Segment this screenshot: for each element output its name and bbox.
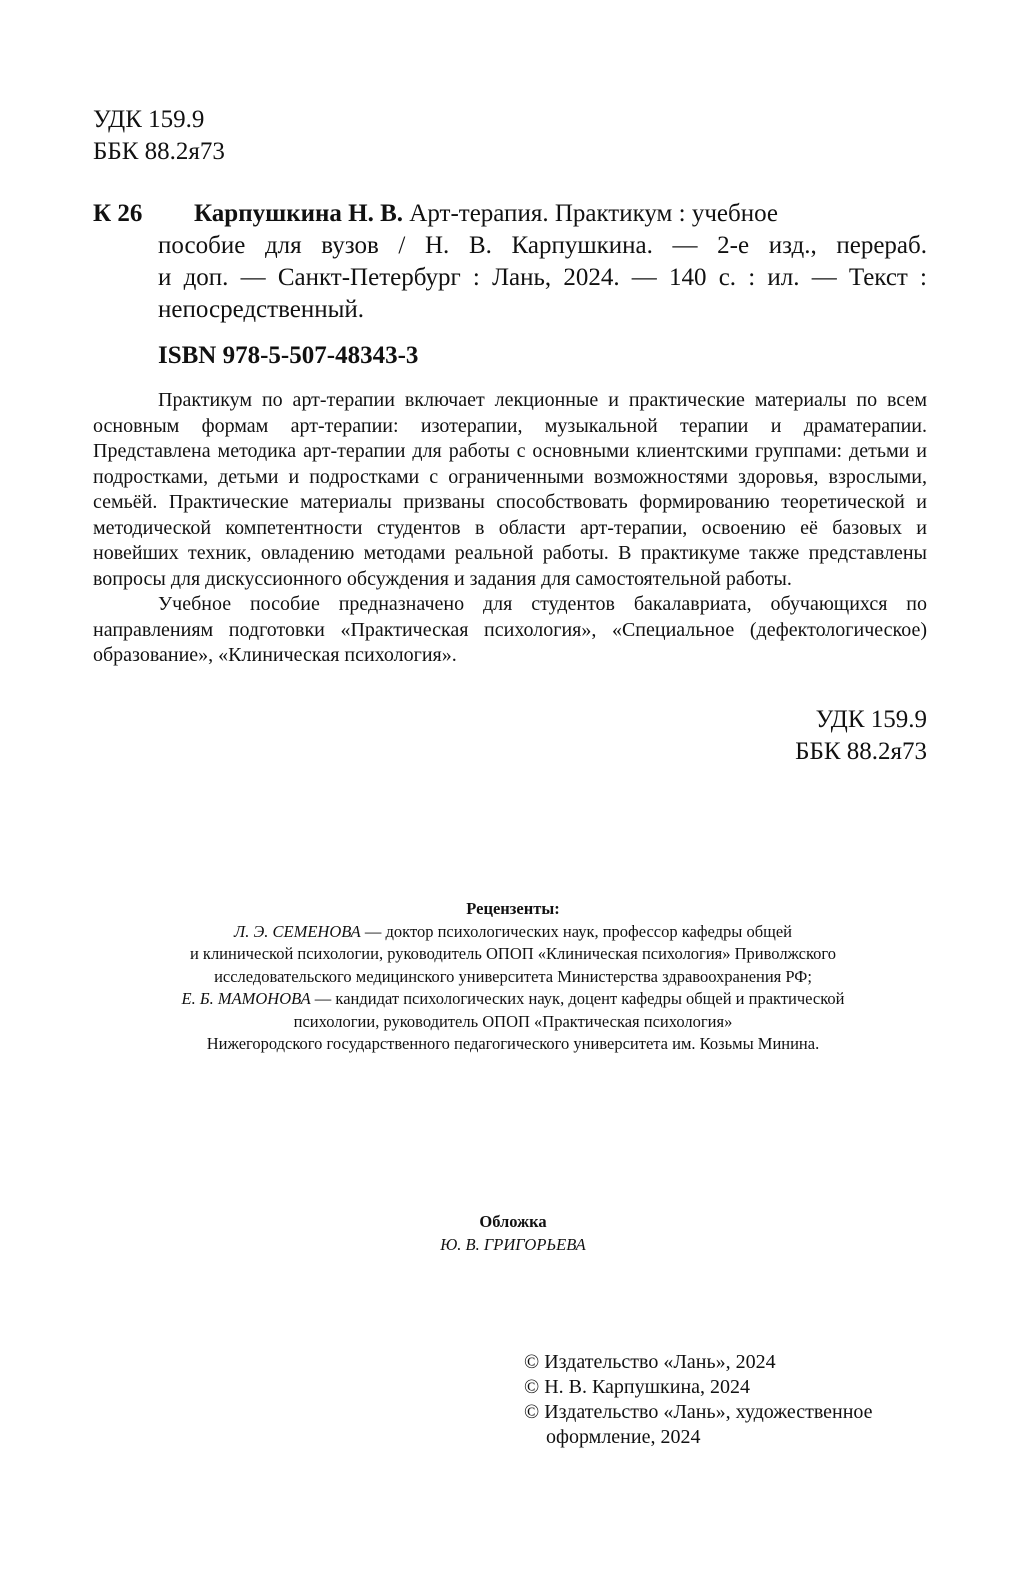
entry-line-2: пособие для вузов / Н. В. Карпушкина. — 2-е изд., перераб. — [158, 232, 927, 259]
entry-line-4: непосредственный. — [158, 296, 365, 323]
reviewer-2-title: — кандидат психологических наук, доцент кафедры общей и практической — [310, 989, 845, 1008]
annotation-paragraph-2: Учебное пособие предназначено для студентов бакалавриата, обучающихся по направлениям подготовки «Практическая психология», «Специальное (дефектологическое) образование», «Клиническая психология». — [93, 593, 927, 666]
udk-code: УДК 159.9 — [93, 106, 205, 133]
reviewer-1-line-2: и клинической психологии, руководитель ОПОП «Клиническая психология» Приволжского — [189, 944, 837, 963]
annotation-paragraph-1: Практикум по арт-терапии включает лекционные и практические материалы по всем основным формам арт-терапии: изотерапии, музыкальной терапии и драматерапии. Представлена методика арт-терапии для работы с основными клиентскими группами: детьми и подростками, детьми и подростками с ограниченными возможностями здоровья, взрослыми, семьёй. Практические материалы призваны способствовать формированию теоретической и методической компетентности студентов в области арт-терапии, освоению её базовых и новейших техник, овладению методами реальной работы. В практикуме также представлены вопросы для дискуссионного обсуждения и задания для самостоятельной работы. — [93, 389, 927, 590]
author-mark: К 26 — [93, 200, 143, 227]
cover-designer: Ю. В. ГРИГОРЬЕВА — [440, 1234, 586, 1254]
reviewers-block — [93, 898, 933, 1056]
reviewer-2-line-3: Нижегородского государственного педагогического университета им. Козьмы Минина. — [206, 1034, 820, 1053]
reviewer-2-name: Е. Б. МАМОНОВА — [181, 989, 311, 1008]
copyright-block — [524, 1350, 873, 1450]
reviewer-1-name: Л. Э. СЕМЕНОВА — [234, 921, 361, 941]
copyright-publisher: © Издательство «Лань», 2024 — [524, 1351, 776, 1373]
reviewer-2-line-1 — [93, 988, 933, 1011]
classification-top — [93, 104, 225, 168]
bbk-code-bottom: ББК 88.2я73 — [795, 738, 927, 765]
reviewer-1-line-3: исследовательского медицинского университета Министерства здравоохранения РФ; — [214, 966, 812, 986]
bibliographic-description — [158, 198, 927, 326]
annotation — [93, 388, 927, 669]
copyright-design: © Издательство «Лань», художественное — [524, 1401, 873, 1423]
bbk-code: ББК 88.2я73 — [93, 138, 225, 165]
entry-line-3: и доп. — Санкт-Петербург : Лань, 2024. — 140 с. : ил. — Текст : — [158, 264, 927, 291]
isbn: ISBN 978-5-507-48343-3 — [158, 342, 419, 369]
copyright-design-cont: оформление, 2024 — [546, 1426, 701, 1448]
copyright-author: © Н. В. Карпушкина, 2024 — [524, 1376, 751, 1398]
classification-bottom — [795, 704, 927, 768]
reviewer-1-line-1 — [93, 921, 933, 944]
cover-heading: Обложка — [479, 1212, 547, 1231]
entry-title-start: Арт-терапия. Практикум : учебное — [403, 200, 778, 227]
reviewers-heading: Рецензенты: — [466, 899, 560, 918]
reviewer-1-title: — доктор психологических наук, профессор кафедры общей — [360, 921, 792, 941]
udk-code-bottom: УДК 159.9 — [815, 706, 927, 733]
entry-line-1 — [158, 198, 927, 230]
cover-credit — [93, 1211, 933, 1256]
author-name: Карпушкина Н. В. — [194, 200, 404, 227]
bibliographic-entry — [93, 198, 927, 326]
reviewer-2-line-2: психологии, руководитель ОПОП «Практическая психология» — [293, 1011, 733, 1031]
